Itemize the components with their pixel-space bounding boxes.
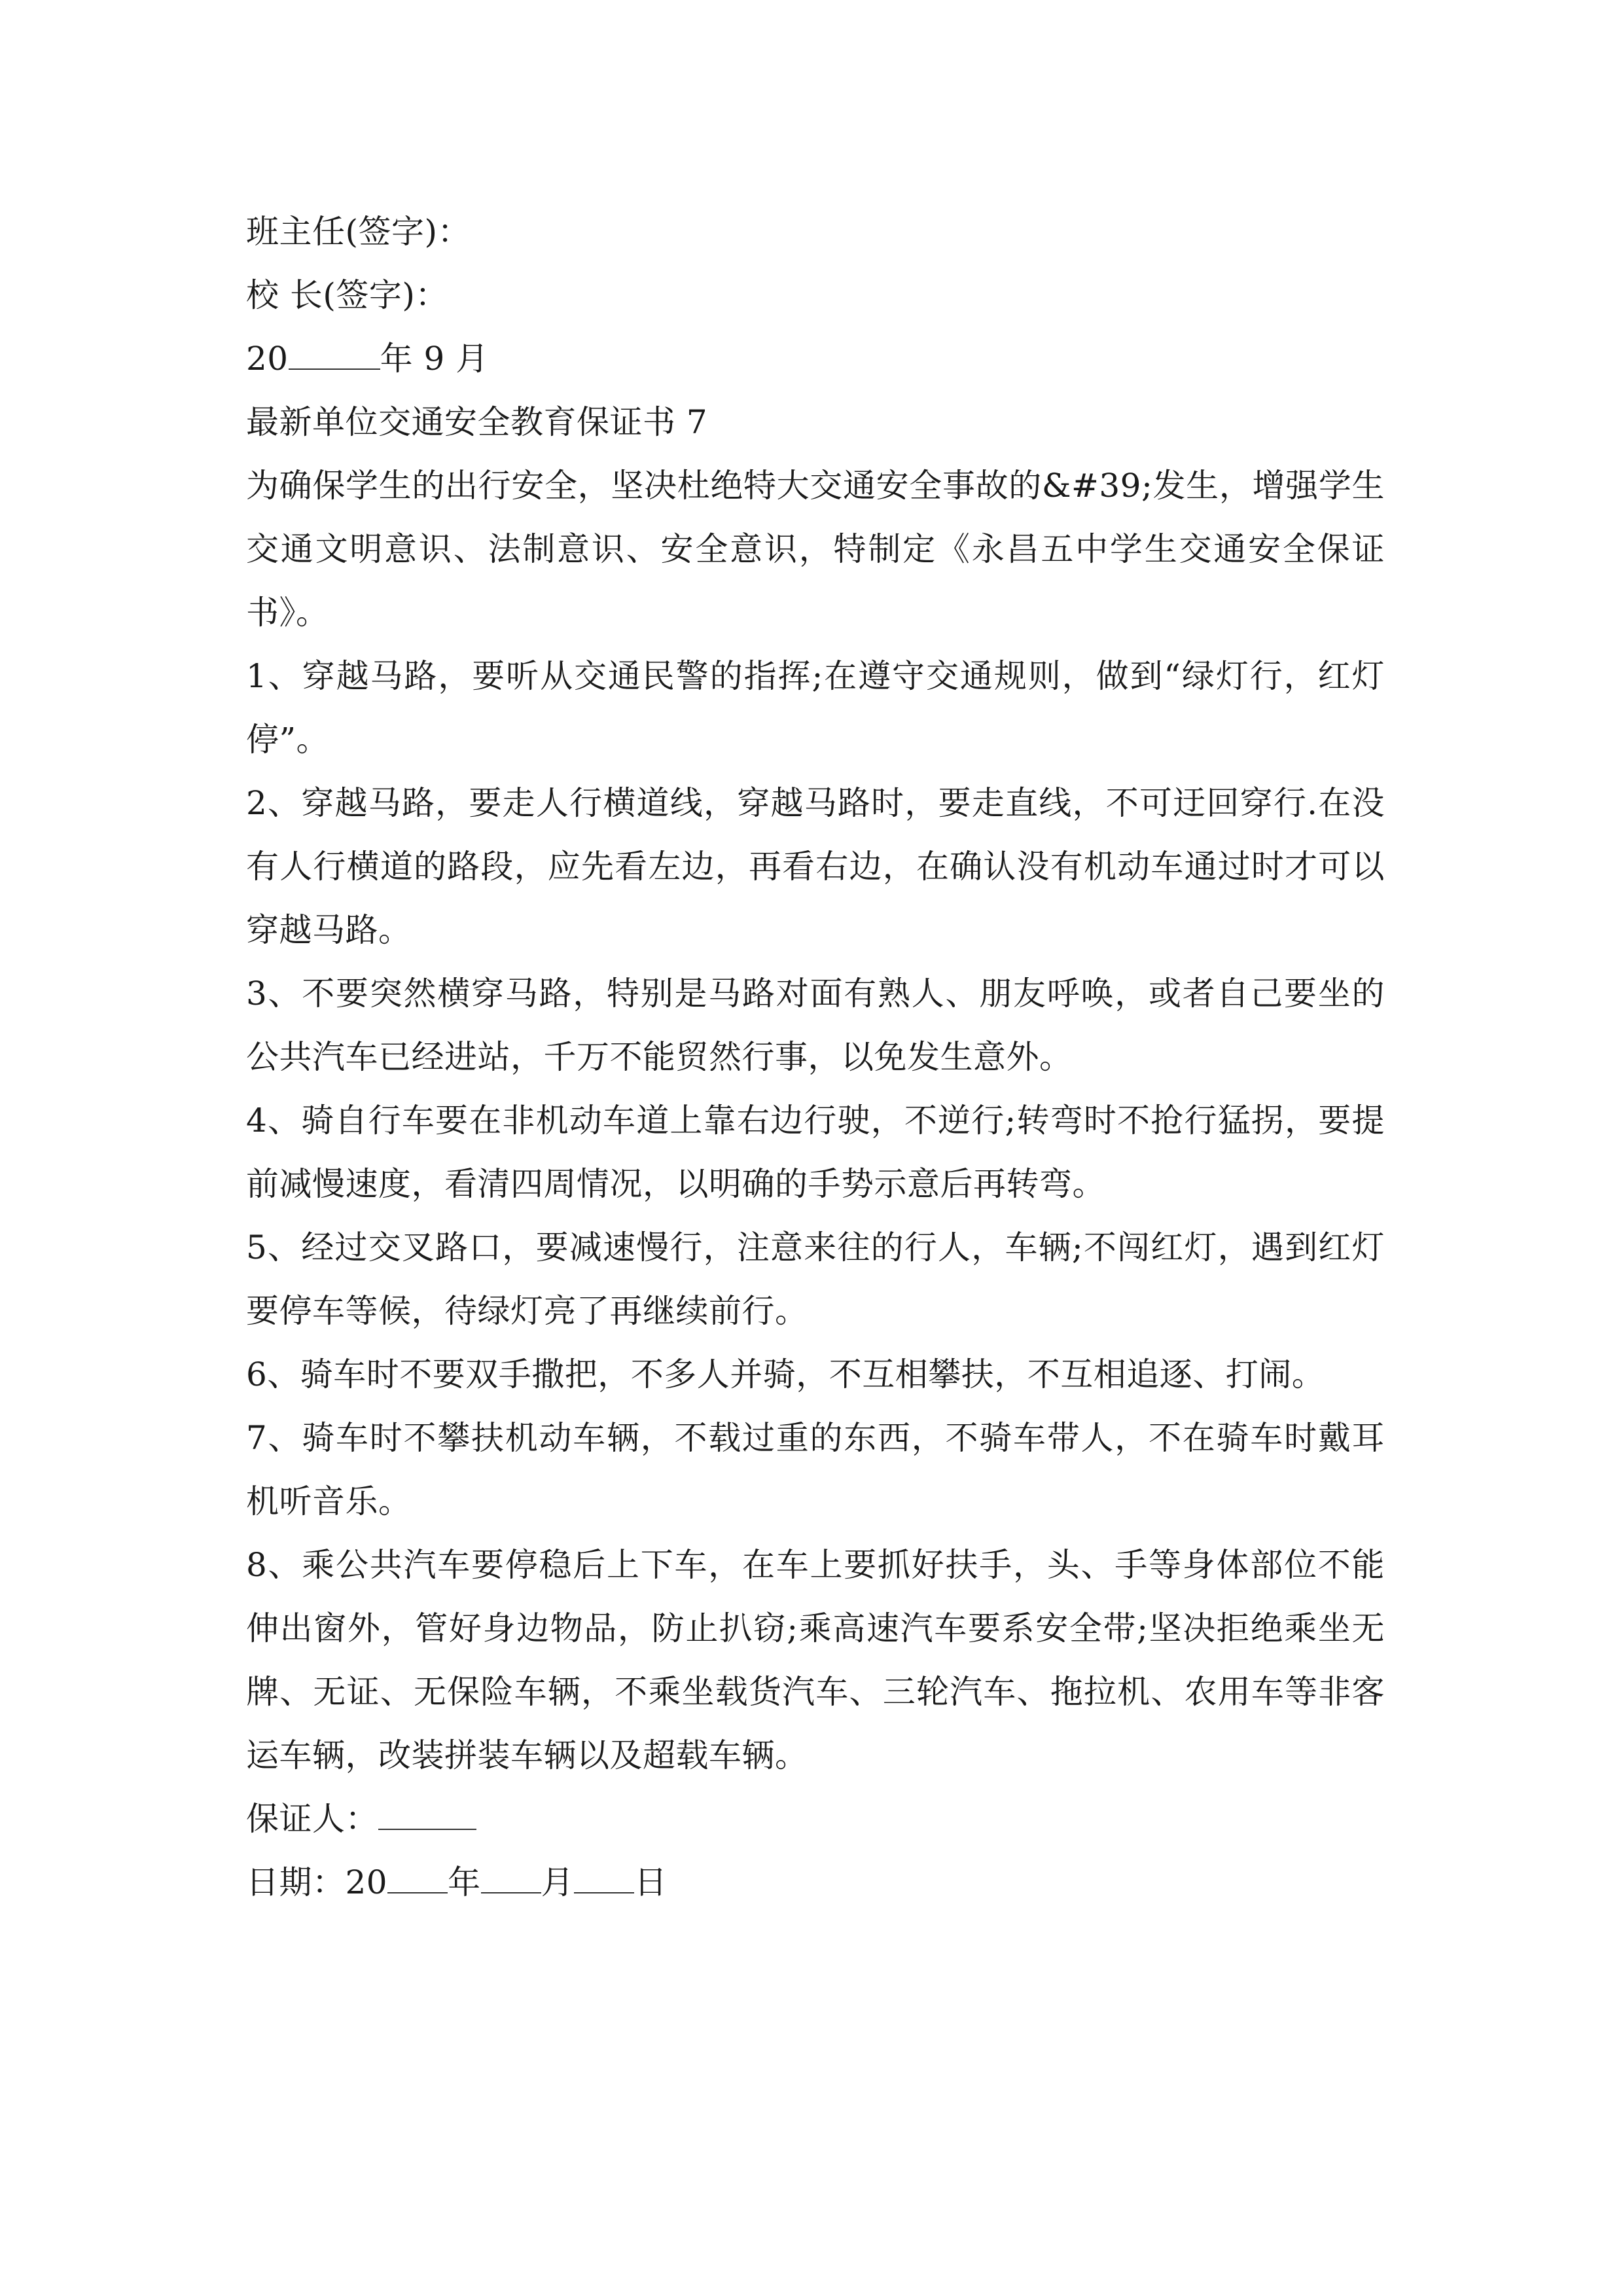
guarantor-line xyxy=(246,1787,1385,1851)
rule-item-2: 2、穿越马路，要走人行横道线，穿越马路时，要走直线，不可迂回穿行.在没有人行横道的路段，应先看左边，再看右边，在确认没有机动车通过时才可以穿越马路。 xyxy=(246,784,1385,949)
footer-day-label: 日 xyxy=(634,1863,668,1901)
rule-item-1: 1、穿越马路，要听从交通民警的指挥;在遵守交通规则，做到“绿灯行，红灯停”。 xyxy=(246,657,1385,759)
rule-item-6: 6、骑车时不要双手撒把，不多人并骑，不互相攀扶，不互相追逐、打闹。 xyxy=(246,1355,1325,1393)
intro-paragraph: 为确保学生的出行安全，坚决杜绝特大交通安全事故的&#39;发生，增强学生交通文明意识、法制意识、安全意识，特制定《永昌五中学生交通安全保证书》。 xyxy=(246,467,1385,632)
guarantor-blank xyxy=(378,1800,476,1830)
rule-item-4: 4、骑自行车要在非机动车道上靠右边行驶，不逆行;转弯时不抢行猛拐，要提前减慢速度，看清四周情况，以明确的手势示意后再转弯。 xyxy=(246,1102,1385,1203)
rule-item-8: 8、乘公共汽车要停稳后上下车，在车上要抓好扶手，头、手等身体部位不能伸出窗外，管好身边物品，防止扒窃;乘高速汽车要系安全带;坚决拒绝乘坐无牌、无证、无保险车辆，不乘坐载货汽车、三轮汽车、拖拉机、农用车等非客运车辆，改装拼装车辆以及超载车辆。 xyxy=(246,1546,1385,1774)
teacher-signature-line: 班主任(签字)： xyxy=(246,213,471,251)
footer-date-label: 日期：20 xyxy=(246,1863,388,1901)
document-body xyxy=(246,200,1385,1914)
rule-item-3: 3、不要突然横穿马路，特别是马路对面有熟人、朋友呼唤，或者自己要坐的公共汽车已经进站，千万不能贸然行事，以免发生意外。 xyxy=(246,975,1385,1076)
footer-date-line xyxy=(246,1851,1385,1914)
signature-date-line xyxy=(246,327,1385,391)
footer-month-blank xyxy=(481,1863,541,1893)
footer-day-blank xyxy=(574,1863,634,1893)
rule-item-5: 5、经过交叉路口，要减速慢行，注意来往的行人，车辆;不闯红灯，遇到红灯要停车等候，待绿灯亮了再继续前行。 xyxy=(246,1229,1385,1330)
principal-signature-line: 校 长(签字)： xyxy=(246,276,448,314)
footer-year-label: 年 xyxy=(448,1863,481,1901)
guarantor-label: 保证人： xyxy=(246,1800,378,1838)
signature-date-prefix: 20 xyxy=(246,340,289,378)
year-blank xyxy=(289,340,380,370)
rule-item-7: 7、骑车时不攀扶机动车辆，不载过重的东西，不骑车带人，不在骑车时戴耳机听音乐。 xyxy=(246,1419,1385,1520)
signature-date-suffix: 年 9 月 xyxy=(380,340,489,378)
footer-year-blank xyxy=(387,1863,448,1893)
document-title: 最新单位交通安全教育保证书 7 xyxy=(246,403,708,441)
footer-month-label: 月 xyxy=(541,1863,575,1901)
